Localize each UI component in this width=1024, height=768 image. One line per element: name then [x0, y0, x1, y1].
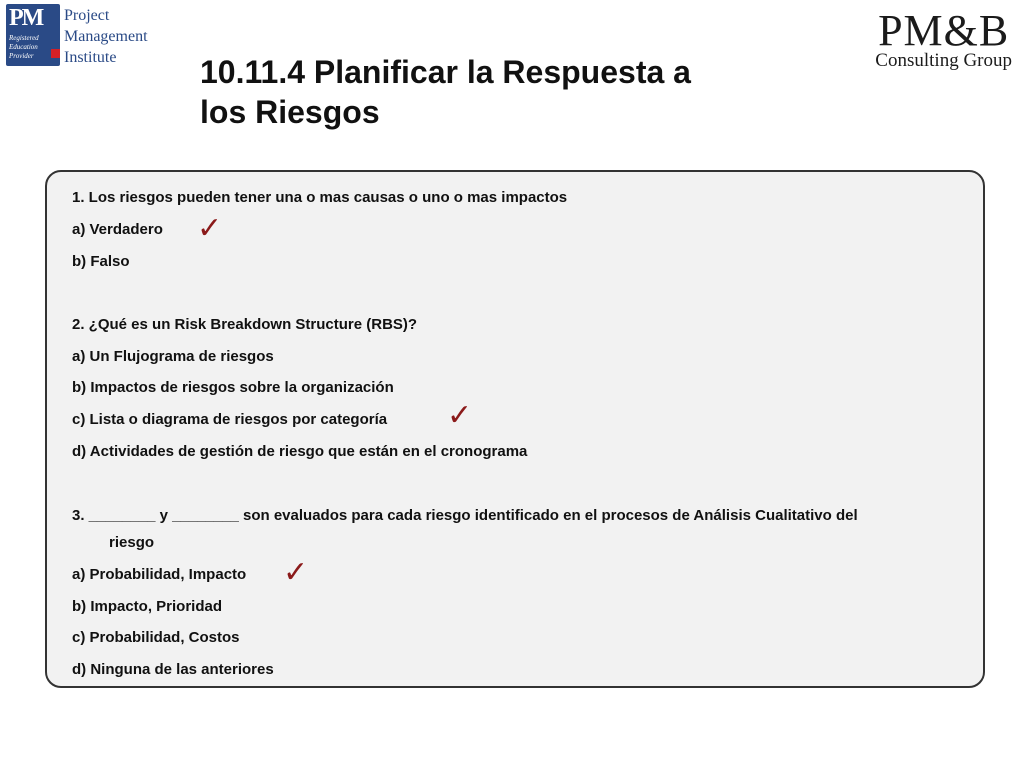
pmi-mark: PM	[9, 5, 43, 31]
question-3-option-d: d) Ninguna de las anteriores	[72, 661, 274, 678]
pmi-name-line: Management	[64, 28, 148, 45]
question-3-text-line-1: 3. ________ y ________ son evaluados para cada riesgo identificado en el procesos de Análisis Cualitativo del	[72, 507, 858, 524]
question-3-option-a: a) Probabilidad, Impacto	[72, 566, 247, 583]
check-icon-q2: ✓	[447, 398, 473, 433]
pmi-badge-line: Education	[9, 43, 38, 51]
question-1-text: 1. Los riesgos pueden tener una o mas causas o uno o mas impactos	[72, 189, 568, 206]
question-2-option-a: a) Un Flujograma de riesgos	[72, 348, 274, 365]
pmi-badge	[6, 4, 60, 66]
pmi-name-line: Institute	[64, 49, 117, 66]
check-icon-q1: ✓	[197, 211, 223, 246]
question-1-option-a: a) Verdadero	[72, 221, 163, 238]
page-title	[200, 52, 840, 132]
question-1-option-b: b) Falso	[72, 253, 130, 270]
check-icon-q3: ✓	[283, 555, 309, 590]
question-3-text-line-2: riesgo	[109, 534, 155, 551]
quiz-box	[45, 170, 985, 688]
question-2-text: 2. ¿Qué es un Risk Breakdown Structure (RBS)?	[72, 316, 418, 333]
title-line-1: 10.11.4 Planificar la Respuesta a	[200, 54, 691, 90]
question-2-option-d: d) Actividades de gestión de riesgo que están en el cronograma	[72, 443, 528, 460]
title-line-2: los Riesgos	[200, 94, 380, 130]
pmb-logo	[875, 6, 1012, 71]
question-3-option-b: b) Impacto, Prioridad	[72, 598, 223, 615]
pmi-logo	[6, 4, 151, 70]
pmi-badge-line: Registered	[9, 34, 39, 42]
question-3-option-c: c) Probabilidad, Costos	[72, 629, 240, 646]
pmb-logo-sub: Consulting Group	[875, 50, 1012, 71]
pmi-badge-line: Provider	[9, 52, 34, 60]
pmi-red-square	[51, 49, 60, 58]
pmi-name-line: Project	[64, 7, 110, 24]
pmb-logo-main: PM&B	[878, 6, 1010, 55]
question-2-option-b: b) Impactos de riesgos sobre la organización	[72, 379, 394, 396]
question-2-option-c: c) Lista o diagrama de riesgos por categoría	[72, 411, 388, 428]
pmi-name	[64, 5, 148, 68]
